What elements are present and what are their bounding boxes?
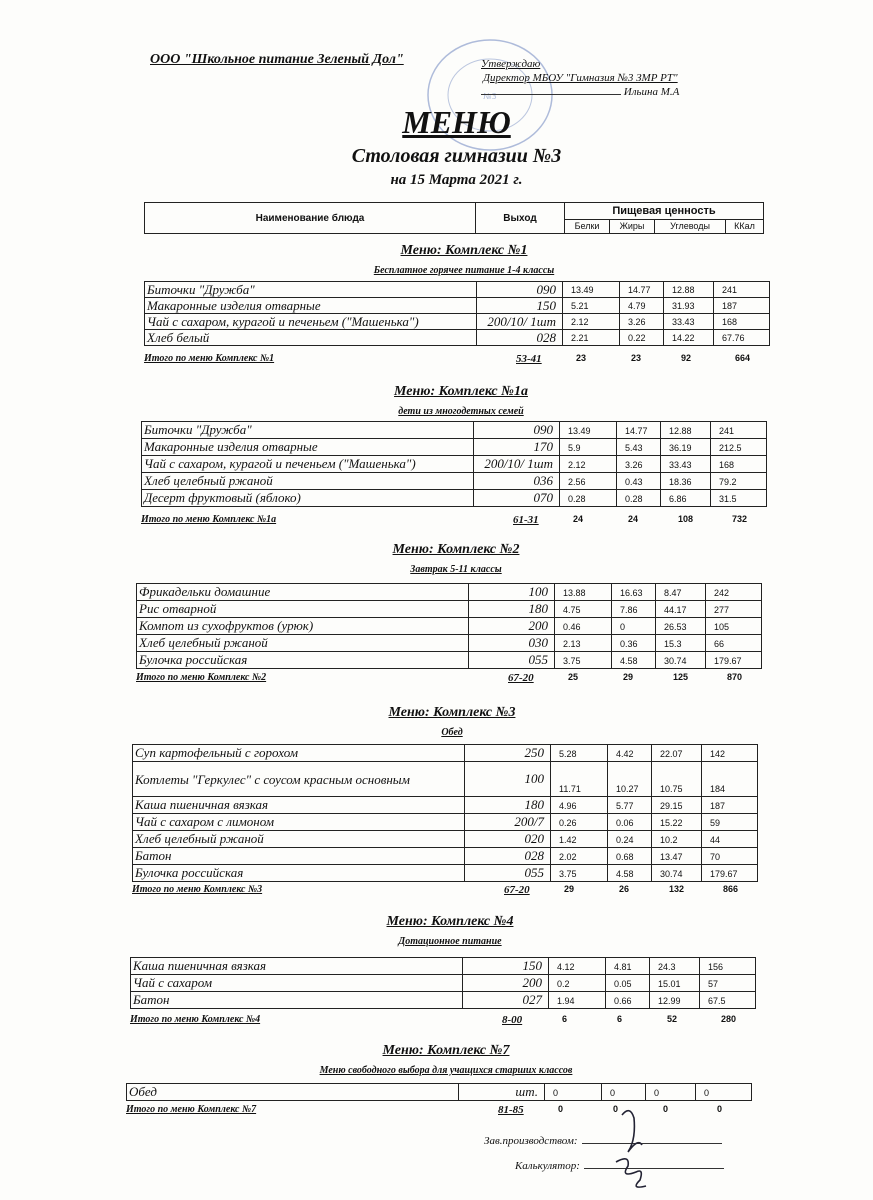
dish-fat: 4.58 (608, 865, 652, 882)
dish-output: 030 (469, 635, 555, 652)
dish-name: Макаронные изделия отварные (145, 298, 477, 314)
col-nutrition-header: Пищевая ценность (565, 203, 764, 220)
dish-protein: 0.28 (560, 490, 617, 507)
dish-name: Хлеб белый (145, 330, 477, 346)
dish-kcal: 184 (702, 762, 758, 797)
dish-output: 090 (477, 282, 563, 298)
dish-kcal: 57 (700, 975, 756, 992)
table-row (142, 456, 767, 473)
production-label: Зав.производством: (484, 1135, 578, 1147)
section-total (126, 1104, 766, 1118)
dish-name: Хлеб целебный ржаной (137, 635, 469, 652)
total-protein: 29 (564, 884, 575, 894)
dish-table (132, 744, 758, 882)
dish-fat: 0 (612, 618, 656, 635)
dish-fat: 0.68 (608, 848, 652, 865)
section-title: Меню: Комплекс №1 (400, 243, 528, 258)
section-heading (144, 243, 784, 276)
dish-output: шт. (459, 1084, 545, 1101)
dish-carbs: 13.47 (652, 848, 702, 865)
total-carbs: 52 (667, 1014, 678, 1024)
dish-name: Чай с сахаром (131, 975, 463, 992)
section-heading (141, 384, 781, 417)
dish-carbs: 0 (646, 1084, 696, 1101)
dish-output: 150 (477, 298, 563, 314)
dish-name: Макаронные изделия отварные (142, 439, 474, 456)
table-row (137, 652, 762, 669)
dish-carbs: 15.22 (652, 814, 702, 831)
total-output: 81-85 (498, 1104, 524, 1116)
table-row (127, 1084, 752, 1101)
dish-carbs: 33.43 (664, 314, 714, 330)
total-output: 67-20 (508, 672, 534, 684)
dish-kcal: 242 (706, 584, 762, 601)
dish-kcal: 79.2 (711, 473, 767, 490)
approve-position: Директор МБОУ "Гимназия №3 ЗМР РТ" (483, 72, 678, 84)
dish-kcal: 70 (702, 848, 758, 865)
section-title: Меню: Комплекс №2 (392, 542, 520, 557)
total-protein: 24 (573, 514, 584, 524)
dish-fat: 0.05 (606, 975, 650, 992)
dish-carbs: 12.88 (661, 422, 711, 439)
dish-output: 250 (465, 745, 551, 762)
dish-output: 200 (469, 618, 555, 635)
table-header (144, 202, 764, 234)
dish-name: Каша пшеничная вязкая (131, 958, 463, 975)
dish-protein: 2.13 (555, 635, 612, 652)
approve-name: Ильина М.А (623, 86, 680, 98)
total-output: 8-00 (502, 1014, 523, 1026)
total-protein: 6 (562, 1014, 568, 1024)
section-total (130, 1014, 770, 1028)
section-heading (136, 542, 776, 575)
approve-signature-line (481, 94, 621, 95)
dish-name: Суп картофельный с горохом (133, 745, 465, 762)
dish-carbs: 6.86 (661, 490, 711, 507)
dish-fat: 4.42 (608, 745, 652, 762)
dish-kcal: 241 (714, 282, 770, 298)
col-fat-header: Жиры (610, 219, 655, 233)
dish-kcal: 168 (711, 456, 767, 473)
dish-kcal: 179.67 (706, 652, 762, 669)
dish-kcal: 59 (702, 814, 758, 831)
dish-name: Чай с сахаром с лимоном (133, 814, 465, 831)
total-label: Итого по меню Комплекс №1 (144, 353, 275, 364)
dish-kcal: 156 (700, 958, 756, 975)
dish-output: 090 (474, 422, 560, 439)
total-kcal: 732 (732, 514, 748, 524)
section-subtitle: Обед (441, 727, 463, 738)
dish-kcal: 241 (711, 422, 767, 439)
dish-carbs: 12.88 (664, 282, 714, 298)
dish-fat: 4.58 (612, 652, 656, 669)
approval-block (481, 57, 679, 99)
dish-protein: 3.75 (555, 652, 612, 669)
dish-carbs: 24.3 (650, 958, 700, 975)
dish-carbs: 18.36 (661, 473, 711, 490)
dish-name: Фрикадельки домашние (137, 584, 469, 601)
section-heading (130, 914, 770, 947)
dish-carbs: 8.47 (656, 584, 706, 601)
col-carbs-header: Углеводы (654, 219, 725, 233)
total-fat: 26 (619, 884, 630, 894)
table-row (131, 992, 756, 1009)
dish-output: 100 (469, 584, 555, 601)
dish-name: Обед (127, 1084, 459, 1101)
dish-fat: 5.43 (617, 439, 661, 456)
dish-protein: 5.9 (560, 439, 617, 456)
dish-name: Батон (131, 992, 463, 1009)
section-title: Меню: Комплекс №4 (386, 914, 514, 929)
total-kcal: 280 (721, 1014, 737, 1024)
dish-output: 180 (469, 601, 555, 618)
dish-protein: 13.88 (555, 584, 612, 601)
col-name-header: Наименование блюда (145, 203, 476, 234)
total-fat: 6 (617, 1014, 623, 1024)
dish-protein: 2.56 (560, 473, 617, 490)
table-row (131, 975, 756, 992)
section-total (136, 672, 776, 686)
dish-output: 020 (465, 831, 551, 848)
table-row (133, 848, 758, 865)
total-fat: 29 (623, 672, 634, 682)
dish-kcal: 31.5 (711, 490, 767, 507)
page-title: МЕНЮ (402, 104, 511, 140)
table-row (133, 745, 758, 762)
dish-carbs: 10.2 (652, 831, 702, 848)
dish-carbs: 33.43 (661, 456, 711, 473)
section-title: Меню: Комплекс №3 (388, 705, 516, 720)
dish-kcal: 44 (702, 831, 758, 848)
table-row (145, 314, 770, 330)
total-kcal: 870 (727, 672, 743, 682)
dish-fat: 5.77 (608, 797, 652, 814)
dish-kcal: 67.76 (714, 330, 770, 346)
dish-kcal: 168 (714, 314, 770, 330)
dish-kcal: 142 (702, 745, 758, 762)
organization-name: ООО "Школьное питание Зеленый Дол" (150, 52, 404, 67)
dish-fat: 14.77 (620, 282, 664, 298)
dish-output: 027 (463, 992, 549, 1009)
dish-table (126, 1083, 752, 1101)
dish-fat: 10.27 (608, 762, 652, 797)
dish-carbs: 29.15 (652, 797, 702, 814)
dish-protein: 2.12 (560, 456, 617, 473)
page-subtitle: Столовая гимназии №3 (351, 145, 562, 167)
approve-label: Утверждаю (481, 58, 541, 70)
dish-fat: 7.86 (612, 601, 656, 618)
section-total (132, 884, 772, 898)
dish-carbs: 30.74 (652, 865, 702, 882)
dish-protein: 1.42 (551, 831, 608, 848)
total-label: Итого по меню Комплекс №4 (130, 1014, 261, 1025)
dish-kcal: 212.5 (711, 439, 767, 456)
total-output: 61-31 (513, 514, 539, 526)
table-row (133, 797, 758, 814)
table-row (145, 298, 770, 314)
col-output-header: Выход (476, 203, 565, 234)
dish-protein: 5.28 (551, 745, 608, 762)
dish-name: Хлеб целебный ржаной (142, 473, 474, 490)
dish-protein: 4.75 (555, 601, 612, 618)
section-subtitle: Завтрак 5-11 классы (410, 564, 502, 575)
section-title: Меню: Комплекс №7 (382, 1043, 510, 1058)
dish-output: 200 (463, 975, 549, 992)
table-row (145, 330, 770, 346)
dish-kcal: 67.5 (700, 992, 756, 1009)
total-kcal: 0 (717, 1104, 723, 1114)
col-kcal-header: ККал (726, 219, 764, 233)
dish-fat: 3.26 (620, 314, 664, 330)
dish-fat: 0.66 (606, 992, 650, 1009)
dish-protein: 4.12 (549, 958, 606, 975)
dish-protein: 5.21 (563, 298, 620, 314)
dish-carbs: 15.01 (650, 975, 700, 992)
dish-name: Батон (133, 848, 465, 865)
dish-kcal: 66 (706, 635, 762, 652)
dish-fat: 0.28 (617, 490, 661, 507)
table-row (142, 422, 767, 439)
total-label: Итого по меню Комплекс №3 (132, 884, 263, 895)
dish-name: Булочка российская (133, 865, 465, 882)
dish-table (141, 421, 767, 507)
total-kcal: 866 (723, 884, 739, 894)
dish-output: 100 (465, 762, 551, 797)
total-kcal: 664 (735, 353, 751, 363)
table-row (145, 282, 770, 298)
total-carbs: 132 (669, 884, 685, 894)
total-carbs: 125 (673, 672, 689, 682)
dish-carbs: 12.99 (650, 992, 700, 1009)
dish-carbs: 26.53 (656, 618, 706, 635)
dish-name: Чай с сахаром, курагой и печеньем ("Машенька") (142, 456, 474, 473)
table-row (137, 584, 762, 601)
table-row (133, 865, 758, 882)
dish-output: 036 (474, 473, 560, 490)
table-row (133, 831, 758, 848)
dish-name: Биточки "Дружба" (145, 282, 477, 298)
dish-name: Котлеты "Геркулес" с соусом красным основным (133, 762, 465, 797)
dish-fat: 0.36 (612, 635, 656, 652)
dish-protein: 2.21 (563, 330, 620, 346)
dish-output: 070 (474, 490, 560, 507)
dish-kcal: 187 (714, 298, 770, 314)
dish-table (144, 281, 770, 346)
total-output: 67-20 (504, 884, 530, 896)
dish-fat: 16.63 (612, 584, 656, 601)
section-subtitle: Меню свободного выбора для учащихся старших классов (319, 1065, 573, 1076)
dish-protein: 2.02 (551, 848, 608, 865)
dish-carbs: 15.3 (656, 635, 706, 652)
dish-protein: 0.26 (551, 814, 608, 831)
dish-output: 170 (474, 439, 560, 456)
section-heading (132, 705, 772, 738)
dish-protein: 4.96 (551, 797, 608, 814)
dish-protein: 13.49 (563, 282, 620, 298)
dish-protein: 0.46 (555, 618, 612, 635)
dish-carbs: 31.93 (664, 298, 714, 314)
dish-name: Каша пшеничная вязкая (133, 797, 465, 814)
dish-carbs: 30.74 (656, 652, 706, 669)
dish-output: 200/10/ 1шт (474, 456, 560, 473)
handwritten-signatures (600, 1100, 660, 1195)
dish-output: 150 (463, 958, 549, 975)
dish-fat: 4.81 (606, 958, 650, 975)
dish-table (136, 583, 762, 669)
dish-name: Биточки "Дружба" (142, 422, 474, 439)
dish-name: Компот из сухофруктов (урюк) (137, 618, 469, 635)
dish-protein: 2.12 (563, 314, 620, 330)
dish-output: 028 (477, 330, 563, 346)
dish-output: 055 (465, 865, 551, 882)
dish-table (130, 957, 756, 1009)
section-subtitle: дети из многодетных семей (398, 406, 524, 417)
dish-fat: 0.43 (617, 473, 661, 490)
dish-fat: 0.06 (608, 814, 652, 831)
total-label: Итого по меню Комплекс №2 (136, 672, 267, 683)
dish-output: 200/10/ 1шт (477, 314, 563, 330)
dish-fat: 0 (602, 1084, 646, 1101)
dish-protein: 13.49 (560, 422, 617, 439)
total-protein: 23 (576, 353, 587, 363)
dish-output: 028 (465, 848, 551, 865)
total-carbs: 108 (678, 514, 694, 524)
dish-kcal: 179.67 (702, 865, 758, 882)
section-title: Меню: Комплекс №1а (394, 384, 528, 399)
table-row (131, 958, 756, 975)
dish-name: Чай с сахаром, курагой и печеньем ("Машенька") (145, 314, 477, 330)
total-fat: 23 (631, 353, 642, 363)
dish-protein: 0 (545, 1084, 602, 1101)
total-label: Итого по меню Комплекс №7 (126, 1104, 257, 1115)
total-fat: 24 (628, 514, 639, 524)
dish-output: 180 (465, 797, 551, 814)
total-output: 53-41 (516, 353, 542, 365)
table-row (137, 601, 762, 618)
total-protein: 0 (558, 1104, 564, 1114)
dish-fat: 3.26 (617, 456, 661, 473)
total-carbs: 0 (663, 1104, 669, 1114)
dish-fat: 14.77 (617, 422, 661, 439)
dish-fat: 0.24 (608, 831, 652, 848)
dish-protein: 0.2 (549, 975, 606, 992)
table-row (133, 762, 758, 797)
svg-text:№3: №3 (483, 92, 497, 101)
dish-kcal: 105 (706, 618, 762, 635)
dish-output: 055 (469, 652, 555, 669)
menu-date: на 15 Марта 2021 г. (390, 172, 523, 188)
section-total (141, 514, 781, 528)
table-row (142, 490, 767, 507)
dish-name: Булочка российская (137, 652, 469, 669)
section-subtitle: Бесплатное горячее питание 1-4 классы (373, 265, 555, 276)
dish-carbs: 44.17 (656, 601, 706, 618)
dish-protein: 11.71 (551, 762, 608, 797)
dish-protein: 3.75 (551, 865, 608, 882)
total-protein: 25 (568, 672, 579, 682)
dish-carbs: 10.75 (652, 762, 702, 797)
table-row (133, 814, 758, 831)
section-subtitle: Дотационное питание (398, 936, 502, 947)
total-carbs: 92 (681, 353, 692, 363)
dish-fat: 0.22 (620, 330, 664, 346)
calculator-label: Калькулятор: (515, 1160, 580, 1172)
total-fat: 0 (613, 1104, 619, 1114)
table-row (142, 473, 767, 490)
dish-carbs: 36.19 (661, 439, 711, 456)
dish-protein: 1.94 (549, 992, 606, 1009)
dish-carbs: 14.22 (664, 330, 714, 346)
dish-name: Десерт фруктовый (яблоко) (142, 490, 474, 507)
dish-carbs: 22.07 (652, 745, 702, 762)
dish-fat: 4.79 (620, 298, 664, 314)
dish-kcal: 277 (706, 601, 762, 618)
table-row (142, 439, 767, 456)
col-protein-header: Белки (565, 219, 610, 233)
total-label: Итого по меню Комплекс №1а (141, 514, 277, 525)
table-row (137, 618, 762, 635)
dish-name: Рис отварной (137, 601, 469, 618)
table-row (137, 635, 762, 652)
dish-kcal: 187 (702, 797, 758, 814)
dish-kcal: 0 (696, 1084, 752, 1101)
dish-output: 200/7 (465, 814, 551, 831)
dish-name: Хлеб целебный ржаной (133, 831, 465, 848)
section-total (144, 353, 784, 367)
section-heading (126, 1043, 766, 1076)
